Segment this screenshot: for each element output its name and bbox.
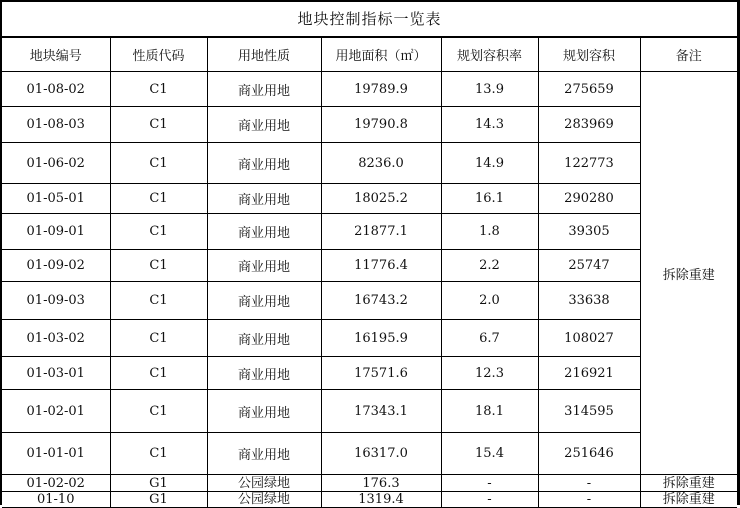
cell-land-code: C1	[110, 320, 207, 357]
table-row	[2, 250, 737, 282]
cell-land-use: 商业用地	[207, 433, 321, 475]
cell-land-area: 1319.4	[321, 492, 441, 508]
table-row	[2, 72, 737, 107]
header-block-id: 地块编号	[2, 38, 110, 72]
cell-remark: 拆除重建	[640, 475, 737, 492]
cell-volume: 216921	[538, 357, 640, 390]
cell-land-use: 公园绿地	[207, 492, 321, 508]
cell-land-code: C1	[110, 433, 207, 475]
cell-block-id: 01-06-02	[2, 143, 110, 184]
table-row	[2, 282, 737, 320]
cell-land-area: 16743.2	[321, 282, 441, 320]
cell-land-area: 16317.0	[321, 433, 441, 475]
cell-land-code: C1	[110, 282, 207, 320]
cell-volume: 283969	[538, 107, 640, 143]
cell-block-id: 01-03-02	[2, 320, 110, 357]
cell-land-area: 17343.1	[321, 390, 441, 433]
cell-land-code: C1	[110, 72, 207, 107]
cell-land-area: 19789.9	[321, 72, 441, 107]
cell-land-code: G1	[110, 492, 207, 508]
cell-land-area: 176.3	[321, 475, 441, 492]
cell-volume: 108027	[538, 320, 640, 357]
header-far: 规划容积率	[441, 38, 538, 72]
cell-volume: 122773	[538, 143, 640, 184]
cell-far: 13.9	[441, 72, 538, 107]
cell-volume: 251646	[538, 433, 640, 475]
cell-remark-merged: 拆除重建	[640, 72, 737, 475]
table-row	[2, 433, 737, 475]
cell-block-id: 01-09-03	[2, 282, 110, 320]
cell-block-id: 01-09-01	[2, 214, 110, 250]
cell-volume: 39305	[538, 214, 640, 250]
cell-land-area: 8236.0	[321, 143, 441, 184]
cell-land-use: 商业用地	[207, 214, 321, 250]
cell-land-code: C1	[110, 143, 207, 184]
cell-far: 1.8	[441, 214, 538, 250]
table-row	[2, 214, 737, 250]
table-row	[2, 143, 737, 184]
cell-block-id: 01-09-02	[2, 250, 110, 282]
cell-block-id: 01-03-01	[2, 357, 110, 390]
table-row	[2, 492, 737, 508]
header-land-code: 性质代码	[110, 38, 207, 72]
cell-land-area: 16195.9	[321, 320, 441, 357]
cell-land-code: C1	[110, 390, 207, 433]
cell-volume: 33638	[538, 282, 640, 320]
header-volume: 规划容积	[538, 38, 640, 72]
table-row	[2, 320, 737, 357]
cell-far: -	[441, 475, 538, 492]
cell-far: 15.4	[441, 433, 538, 475]
cell-land-code: G1	[110, 475, 207, 492]
cell-volume: 25747	[538, 250, 640, 282]
header-remark: 备注	[640, 38, 737, 72]
cell-land-use: 商业用地	[207, 282, 321, 320]
cell-land-area: 19790.8	[321, 107, 441, 143]
cell-volume: 314595	[538, 390, 640, 433]
control-index-table	[2, 37, 737, 508]
cell-land-use: 商业用地	[207, 390, 321, 433]
cell-land-use: 商业用地	[207, 72, 321, 107]
cell-volume: 275659	[538, 72, 640, 107]
cell-far: 6.7	[441, 320, 538, 357]
cell-land-use: 商业用地	[207, 143, 321, 184]
cell-far: 12.3	[441, 357, 538, 390]
cell-block-id: 01-02-02	[2, 475, 110, 492]
cell-far: 14.3	[441, 107, 538, 143]
cell-land-code: C1	[110, 250, 207, 282]
cell-block-id: 01-01-01	[2, 433, 110, 475]
cell-volume: -	[538, 492, 640, 508]
table-title: 地块控制指标一览表	[2, 2, 737, 37]
cell-land-area: 18025.2	[321, 184, 441, 214]
cell-land-use: 商业用地	[207, 357, 321, 390]
cell-block-id: 01-10	[2, 492, 110, 508]
table-row	[2, 357, 737, 390]
cell-far: 2.2	[441, 250, 538, 282]
cell-land-code: C1	[110, 214, 207, 250]
cell-land-area: 21877.1	[321, 214, 441, 250]
cell-far: -	[441, 492, 538, 508]
cell-land-code: C1	[110, 184, 207, 214]
cell-far: 14.9	[441, 143, 538, 184]
table-row	[2, 390, 737, 433]
cell-land-code: C1	[110, 357, 207, 390]
table-row	[2, 107, 737, 143]
table-row	[2, 184, 737, 214]
cell-land-use: 商业用地	[207, 184, 321, 214]
cell-land-use: 商业用地	[207, 320, 321, 357]
cell-volume: 290280	[538, 184, 640, 214]
cell-land-use: 商业用地	[207, 250, 321, 282]
cell-far: 2.0	[441, 282, 538, 320]
cell-block-id: 01-08-02	[2, 72, 110, 107]
cell-block-id: 01-08-03	[2, 107, 110, 143]
header-land-use: 用地性质	[207, 38, 321, 72]
cell-land-area: 17571.6	[321, 357, 441, 390]
cell-block-id: 01-05-01	[2, 184, 110, 214]
cell-land-area: 11776.4	[321, 250, 441, 282]
header-row	[2, 38, 737, 72]
cell-far: 18.1	[441, 390, 538, 433]
cell-land-code: C1	[110, 107, 207, 143]
cell-volume: -	[538, 475, 640, 492]
cell-land-use: 商业用地	[207, 107, 321, 143]
cell-far: 16.1	[441, 184, 538, 214]
cell-block-id: 01-02-01	[2, 390, 110, 433]
cell-land-use: 公园绿地	[207, 475, 321, 492]
cell-remark: 拆除重建	[640, 492, 737, 508]
header-land-area: 用地面积（㎡）	[321, 38, 441, 72]
table-row	[2, 475, 737, 492]
